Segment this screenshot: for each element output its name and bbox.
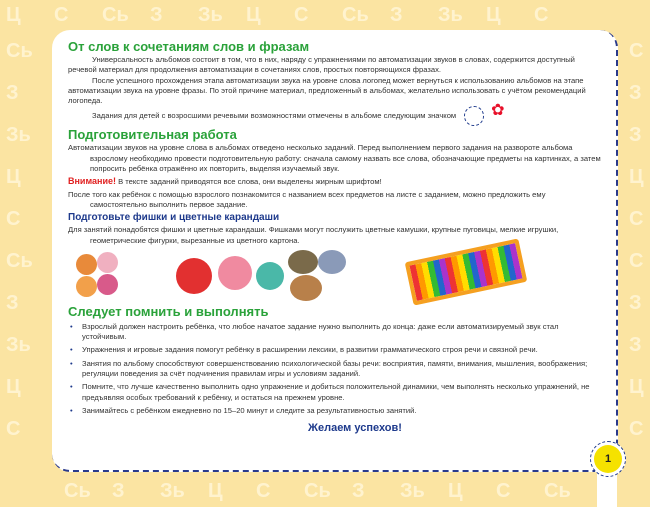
pebble bbox=[290, 275, 322, 301]
background-letter: С bbox=[256, 480, 271, 502]
content-panel bbox=[52, 30, 618, 472]
list-item: • Помните, что лучше качественно выполнить одно упражнение и добиться положительной динамики, чем выполнять несколько упражнений, не предъявляя особых требований к ребёнку, и остаться на прежнем уровне. bbox=[68, 382, 602, 403]
paragraph: Универсальность альбомов состоит в том, что в них, наряду с упражнениями по автоматизации звуков в словах, содержится доступный речевой материал для продолжения автоматизации в сочетаниях слов, простых повторяющихся фразах. bbox=[68, 55, 575, 75]
background-letter: З bbox=[629, 292, 642, 314]
background-letter: З bbox=[6, 292, 19, 314]
background-letter: З bbox=[150, 4, 163, 26]
counters-illustration bbox=[68, 248, 602, 302]
background-letter: Зь bbox=[6, 124, 31, 146]
background-letter: Ц bbox=[6, 166, 21, 188]
list-item: • Взрослый должен настроить ребёнка, что любое начатое задание нужно выполнить до конца: даже если автоматизируемый звук стал устойчивым. bbox=[68, 322, 602, 343]
button-image bbox=[97, 252, 118, 273]
rules-list bbox=[68, 322, 602, 416]
background-letter: Зь bbox=[160, 480, 185, 502]
background-letter: З bbox=[352, 480, 365, 502]
subsection-title: Подготовьте фишки и цветные карандаши bbox=[68, 212, 280, 224]
section-title: От слов к сочетаниям слов и фразам bbox=[68, 39, 310, 54]
paragraph: Для занятий понадобятся фишки и цветные карандаши. Фишками могут послужить цветные камушки, крупные пуговицы, мелкие игрушки, геометрические фигурки, вырезанные из цветного картона. bbox=[68, 225, 559, 245]
section-title: Следует помнить и выполнять bbox=[68, 303, 269, 319]
pencil-box-image bbox=[405, 238, 528, 305]
background-letter: Ц bbox=[629, 166, 644, 188]
list-item: • Занимайтесь с ребёнком ежедневно по 15–20 минут и следите за результативностью занятий. bbox=[68, 406, 602, 416]
pebble bbox=[288, 250, 318, 274]
background-letter: С bbox=[496, 480, 511, 502]
button-image bbox=[76, 276, 97, 297]
background-letter: Ц bbox=[629, 376, 644, 398]
background-letter: С bbox=[6, 418, 21, 440]
background-letter: З bbox=[112, 480, 125, 502]
background-letter: С bbox=[6, 208, 21, 230]
background-letter: С bbox=[629, 250, 644, 272]
page-number-badge bbox=[590, 441, 626, 477]
warning: Внимание! В тексте заданий приводятся все слова, они выделены жирным шрифтом! bbox=[68, 176, 382, 187]
background-letter: З bbox=[629, 124, 642, 146]
background-letter: Зь bbox=[400, 480, 425, 502]
background-letter: Ц bbox=[6, 376, 21, 398]
background-letter: Сь bbox=[304, 480, 331, 502]
list-item: • Занятия по альбому способствуют совершенствованию психологической базы речи: восприятия, памяти, внимания, мышления, воображения; регуляции поведения за счёт подчинения правилам игры и условиям заданий. bbox=[68, 359, 602, 380]
margin-strip bbox=[597, 472, 617, 507]
background-letter: Сь bbox=[6, 250, 33, 272]
background-letter: Сь bbox=[64, 480, 91, 502]
background-letter: Зь bbox=[438, 4, 463, 26]
background-letter: З bbox=[6, 82, 19, 104]
paragraph: После того как ребёнок с помощью взрослого познакомится с названием всех предметов на листе с заданием, можно предложить ему самостоятельно выполнить первое задание. bbox=[68, 189, 546, 209]
page-number: 1 bbox=[594, 445, 622, 473]
paragraph: Задания для детей с возросшими речевыми возможностями отмечены в альбоме следующим значком✿ bbox=[68, 106, 602, 126]
background-letter: Зь bbox=[198, 4, 223, 26]
background-letter: С bbox=[629, 418, 644, 440]
background-letter: С bbox=[294, 4, 309, 26]
chip-pink bbox=[218, 256, 252, 290]
section-title: Подготовительная работа bbox=[68, 127, 237, 143]
background-letter: Сь bbox=[342, 4, 369, 26]
button-image bbox=[76, 254, 97, 275]
background-letter: Ц bbox=[208, 480, 223, 502]
background-letter: С bbox=[629, 208, 644, 230]
pebble bbox=[318, 250, 346, 274]
background-letter: Ц bbox=[448, 480, 463, 502]
background-letter: Сь bbox=[544, 480, 571, 502]
background-letter: Зь bbox=[6, 334, 31, 356]
background-letter: С bbox=[629, 40, 644, 62]
background-letter: Сь bbox=[102, 4, 129, 26]
background-letter: Ц bbox=[246, 4, 261, 26]
background-letter: Сь bbox=[6, 40, 33, 62]
background-letter: С bbox=[54, 4, 69, 26]
background-letter: З bbox=[629, 334, 642, 356]
background-letter: З bbox=[390, 4, 403, 26]
paragraph: Автоматизации звуков на уровне слова в альбомах отведено несколько заданий. Перед выполнением первого задания на развороте альбома взрослому необходимо провести подготовительную работу: сначала самому назвать все слова, обозначающие предметы на картинках, а затем попросить ребёнка отражённо их повторить, выделяя изучаемый звук. bbox=[68, 143, 601, 174]
list-item: • Упражнения и игровые задания помогут ребёнку в расширении лексики, в развитии грамматического строя речи и связной речи. bbox=[68, 345, 602, 355]
flower-icon bbox=[464, 106, 484, 126]
background-letter: З bbox=[629, 82, 642, 104]
chip-teal bbox=[256, 262, 284, 290]
background-letter: С bbox=[534, 4, 549, 26]
background-letter: Ц bbox=[486, 4, 501, 26]
closing-text: Желаем успехов! bbox=[308, 422, 402, 435]
button-image bbox=[97, 274, 118, 295]
paragraph: После успешного прохождения этапа автоматизации звука на уровне слова логопед может вернуться к использованию альбомов на этапе автоматизации звука на уровне фразы. По этой причине материал, предложенный в альбомах, желательно использовать с учётом рекомендаций логопеда. bbox=[68, 75, 586, 106]
chip-red bbox=[176, 258, 212, 294]
background-letter: Ц bbox=[6, 4, 21, 26]
